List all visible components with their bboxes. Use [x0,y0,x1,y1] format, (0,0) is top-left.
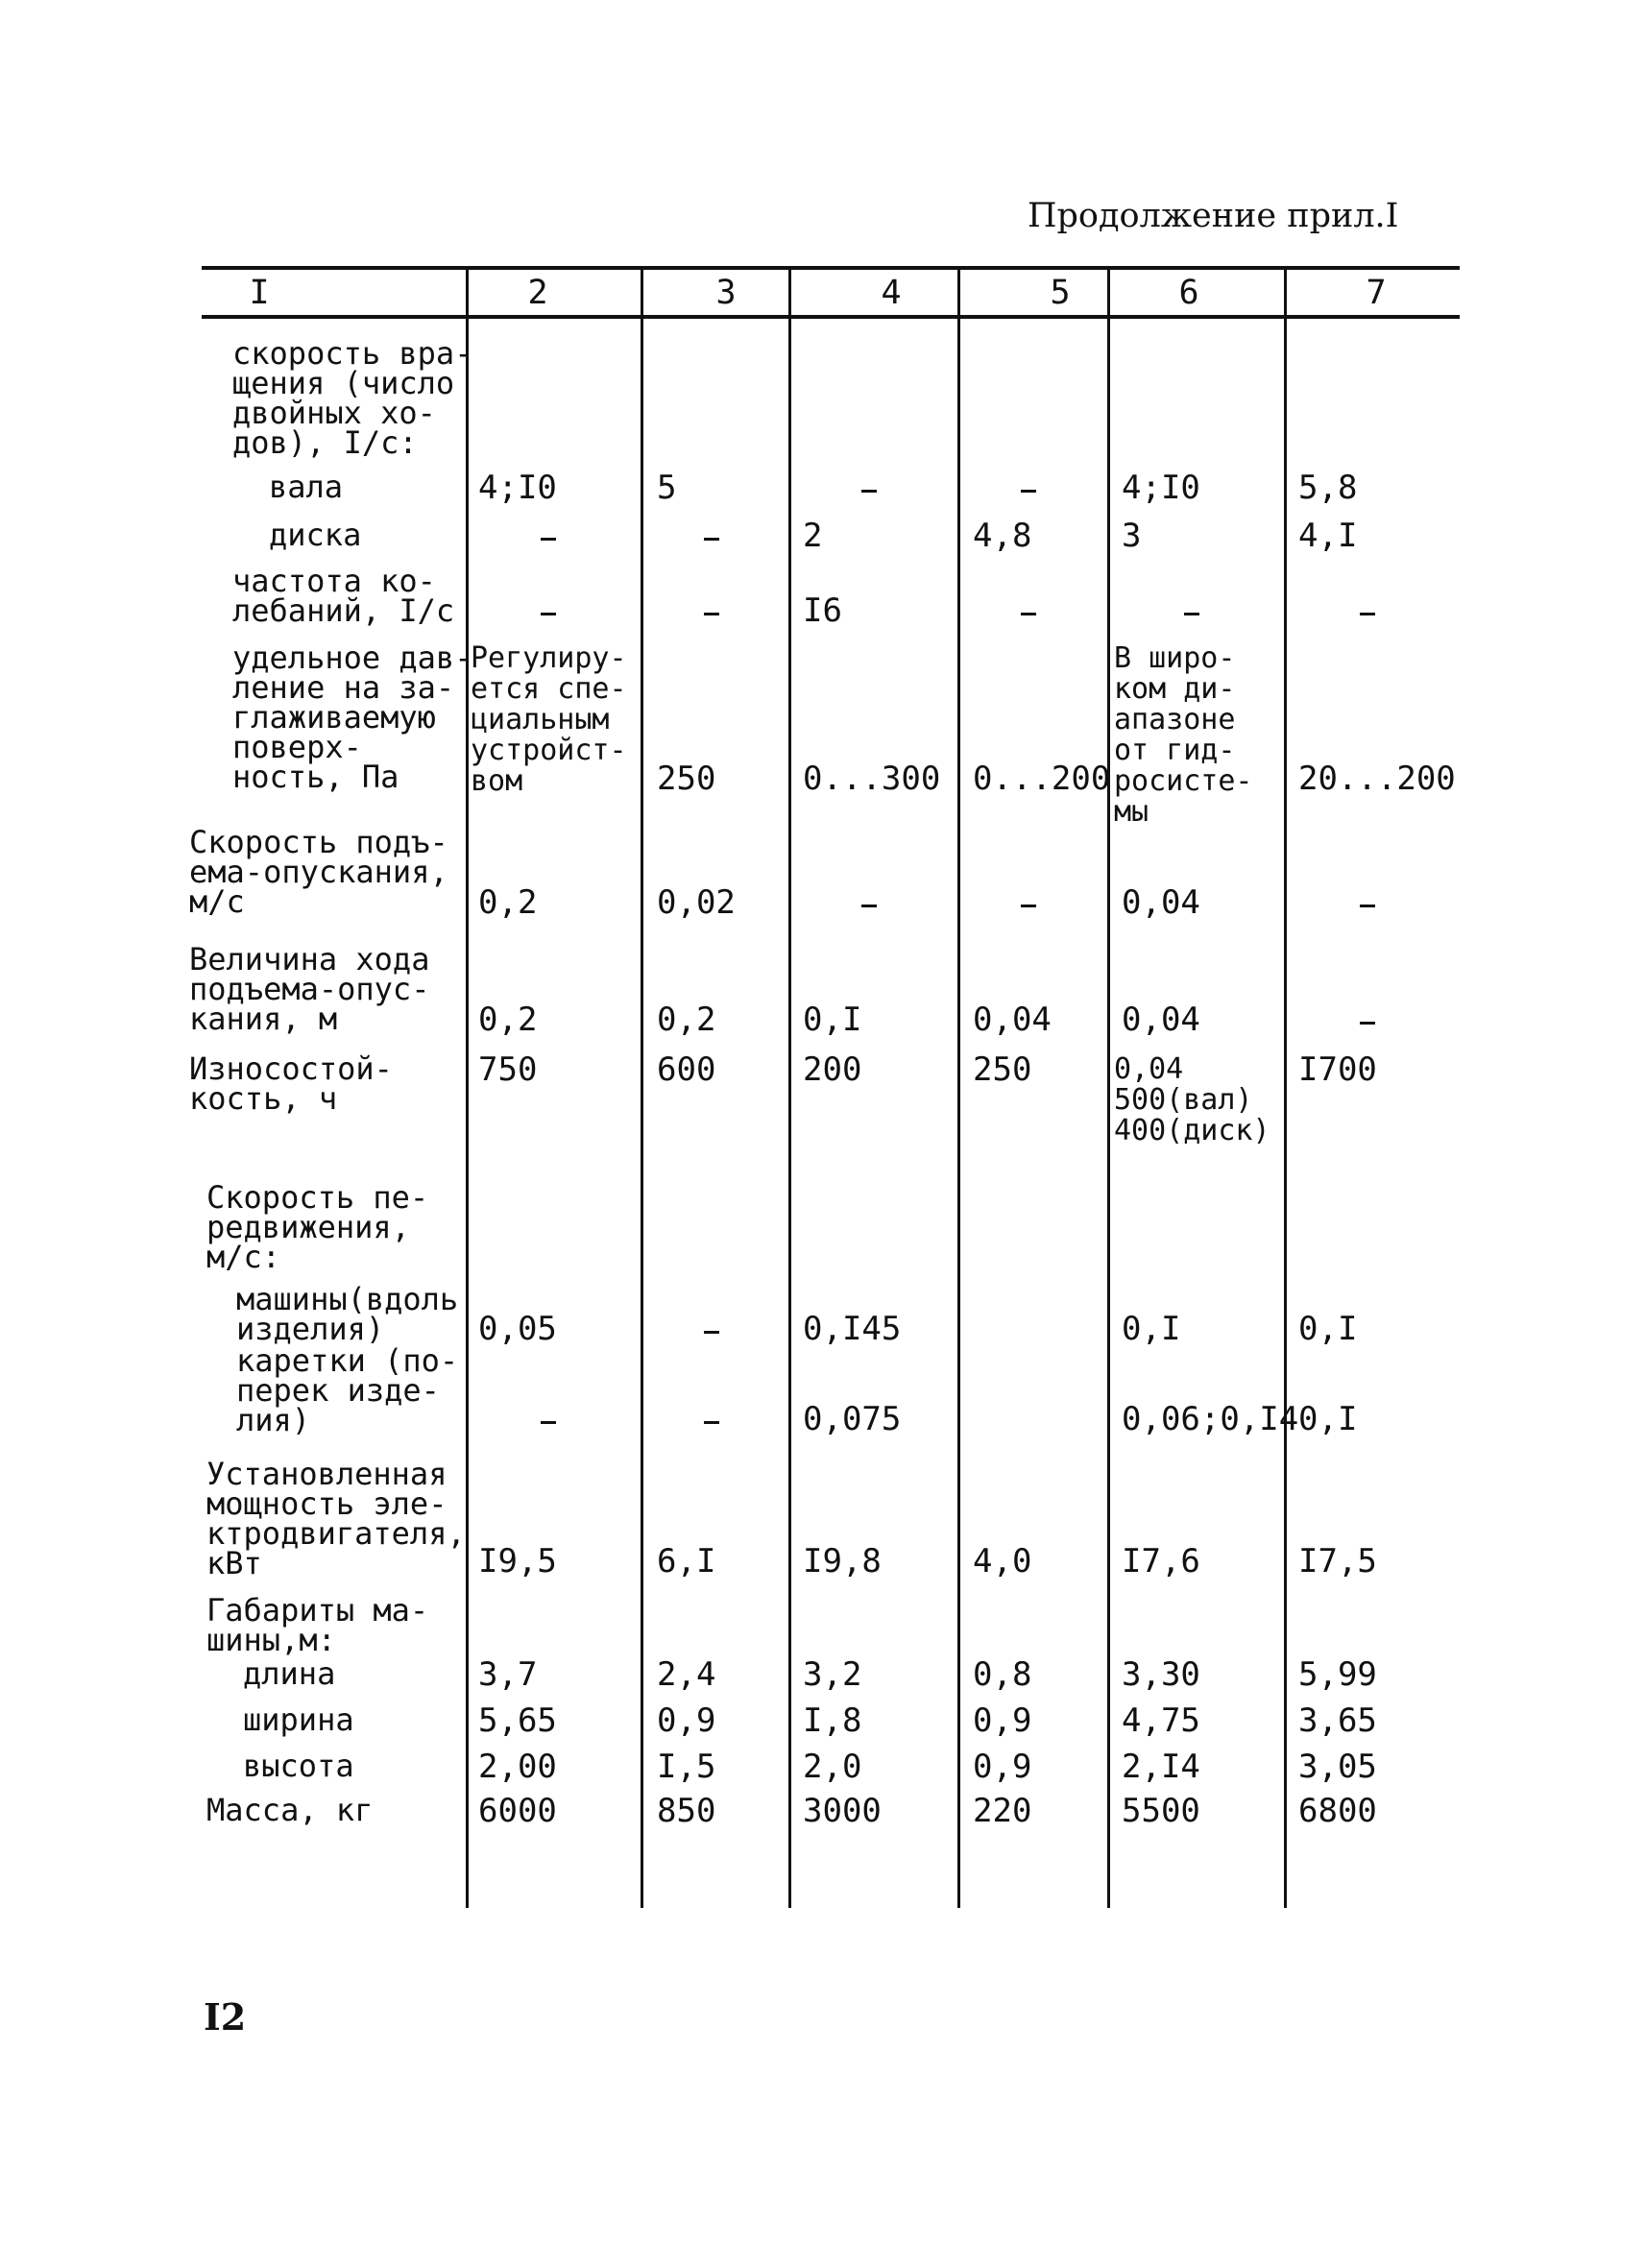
table-cell: 6000 [478,1792,557,1830]
dash-cell [1021,490,1036,493]
table-cell: I,5 [657,1748,716,1786]
table-cell: 0,I45 [803,1310,902,1348]
row-label: скорость вра- щения (число двойных хо- дов), I/с: [232,335,473,461]
dash-cell [1021,613,1036,615]
table-cell: 3,7 [478,1655,538,1694]
row-label: диска [269,517,362,553]
table-cell: 0,06;0,I4 [1122,1400,1299,1438]
table-cell: 0,2 [657,1001,716,1039]
page-number: I2 [204,1995,247,2039]
table-cell: I9,5 [478,1542,557,1580]
table-cell: 5 [657,469,677,507]
row-label: Масса, кг [206,1792,374,1828]
table-cell: 0,04 [973,1001,1052,1039]
table-cell: 2 [803,517,823,555]
table-cell: 2,4 [657,1655,716,1694]
table-cell: 3,05 [1298,1748,1377,1786]
table-cell: 5,99 [1298,1655,1377,1694]
table-cell: I7,6 [1122,1542,1200,1580]
table-cell: 3,65 [1298,1701,1377,1740]
column-header: 4 [881,274,902,312]
table-cell: 0,9 [973,1748,1032,1786]
table-cell: 0,05 [478,1310,557,1348]
table-cell: 0,02 [657,883,736,922]
row-label: удельное дав- ление на за- глаживаемую поверх- ность, Па [232,639,473,795]
row-label: длина [243,1655,336,1692]
column-header: 3 [715,274,737,312]
row-label: частота ко- лебаний, I/с [232,563,455,629]
table-cell: 6,I [657,1542,716,1580]
dash-cell [541,613,556,615]
dash-cell [1360,1022,1375,1025]
table-cell: 200 [803,1050,862,1089]
row-label: Габариты ма- шины,м: [206,1592,429,1658]
column-header: 5 [1050,274,1071,312]
table-cell: 0,9 [973,1701,1032,1740]
column-header: 2 [527,274,548,312]
dash-cell [704,538,719,541]
row-label: Установленная мощность эле- ктродвигателя, кВт [206,1456,466,1581]
row-label: Скорость подъ- ема-опускания, м/с [189,824,448,920]
column-rule [1284,266,1287,1908]
row-label: высота [243,1748,354,1784]
table-cell: 250 [973,1050,1032,1089]
column-header: 6 [1178,274,1199,312]
table-cell: 0...300 [803,760,941,798]
table-cell: В широ- ком ди- апазоне от гид- росисте- мы [1114,641,1253,829]
table-cell: 0...200 [973,760,1111,798]
table-cell: 2,0 [803,1748,862,1786]
dash-cell [704,613,719,615]
column-rule [466,266,469,1908]
column-header: 7 [1366,274,1387,312]
row-label: Износостой- кость, ч [189,1050,393,1117]
table-cell: 4,0 [973,1542,1032,1580]
table-cell: 0,2 [478,883,538,922]
table-cell: I,8 [803,1701,862,1740]
table-cell: 4;I0 [1122,469,1200,507]
table-cell: 0,I [803,1001,862,1039]
table-cell: 5,8 [1298,469,1358,507]
row-label: Величина хода подъема-опус- кания, м [189,941,430,1037]
continuation-title: Продолжение прил.I [1028,197,1399,235]
dash-cell [861,905,877,907]
table-cell: 220 [973,1792,1032,1830]
table-cell: 4,75 [1122,1701,1200,1740]
table-cell: 0,9 [657,1701,716,1740]
table-cell: 3000 [803,1792,882,1830]
table-cell: 850 [657,1792,716,1830]
column-rule [1107,266,1110,1908]
table-cell: 750 [478,1050,538,1089]
table-cell: 0,2 [478,1001,538,1039]
table-cell: 3 [1122,517,1142,555]
table-cell: Регулиру- ется спе- циальным устройст- вом [471,641,627,798]
table-cell: 4;I0 [478,469,557,507]
table-top-rule [202,266,1460,270]
column-header: I [249,274,270,312]
row-label: Скорость пе- редвижения, м/с: [206,1179,429,1275]
table-cell: 3,30 [1122,1655,1200,1694]
table-cell: 0,075 [803,1400,902,1438]
table-cell: I6 [803,591,842,630]
header-bottom-rule [202,315,1460,319]
dash-cell [704,1421,719,1424]
table-cell: 5500 [1122,1792,1200,1830]
column-rule [957,266,960,1908]
table-cell: 0,8 [973,1655,1032,1694]
table-cell: 600 [657,1050,716,1089]
dash-cell [541,1421,556,1424]
dash-cell [861,490,877,493]
column-rule [641,266,643,1908]
table-cell: 0,04 500(вал) 400(диск) [1114,1052,1270,1147]
row-label: ширина [243,1701,354,1738]
table-cell: 6800 [1298,1792,1377,1830]
table-cell: 5,65 [478,1701,557,1740]
table-cell: 20...200 [1298,760,1456,798]
dash-cell [704,1331,719,1334]
table-cell: 4,I [1298,517,1358,555]
table-cell: I7,5 [1298,1542,1377,1580]
row-label: вала [269,469,344,505]
dash-cell [1360,905,1375,907]
table-cell: 0,I [1298,1310,1358,1348]
table-cell: 250 [657,760,716,798]
row-label: каретки (по- перек изде- лия) [236,1342,459,1438]
table-cell: I700 [1298,1050,1377,1089]
dash-cell [1184,613,1199,615]
table-cell: 4,8 [973,517,1032,555]
row-label: машины(вдоль изделия) [236,1281,459,1347]
table-cell: 0,I [1122,1310,1181,1348]
table-cell: 2,00 [478,1748,557,1786]
column-rule [788,266,791,1908]
table-cell: 0,04 [1122,1001,1200,1039]
dash-cell [1021,905,1036,907]
table-cell: I9,8 [803,1542,882,1580]
table-cell: 0,I [1298,1400,1358,1438]
table-cell: 2,I4 [1122,1748,1200,1786]
table-cell: 0,04 [1122,883,1200,922]
table-cell: 3,2 [803,1655,862,1694]
dash-cell [1360,613,1375,615]
dash-cell [541,538,556,541]
